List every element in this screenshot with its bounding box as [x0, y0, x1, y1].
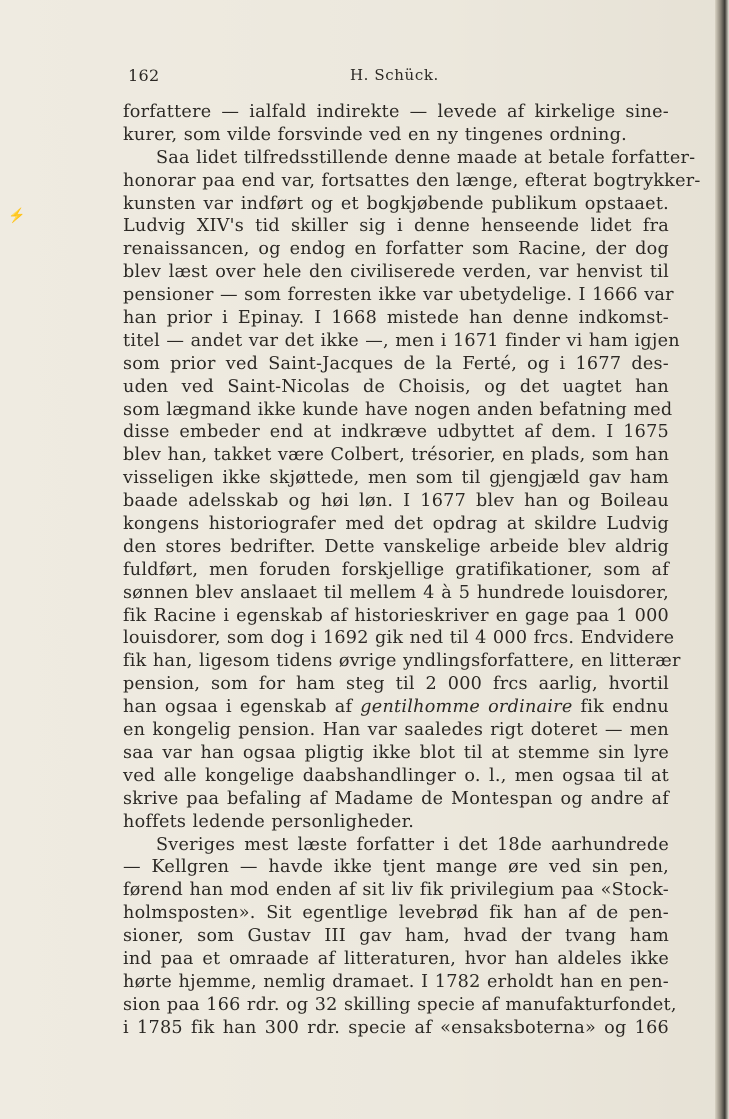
text-line: hoffets ledende personligheder. — [123, 811, 415, 832]
text-line: hørte hjemme, nemlig dramaet. I 1782 erholdt han en pen- — [123, 971, 669, 992]
margin-mark: ⚡ — [8, 208, 26, 224]
running-head: H. Schück. — [350, 66, 439, 84]
text-line: visseligen ikke skjøttede, men som til gjengjæld gav ham — [123, 468, 669, 489]
text-line: blev han, takket være Colbert, trésorier, en plads, som han — [123, 445, 670, 466]
page-header — [128, 66, 668, 86]
text-line: honorar paa end var, fortsattes den længe, efterat bogtrykker- — [123, 170, 701, 191]
text-line: baade adelsskab og høi løn. I 1677 blev han og Boileau — [123, 491, 669, 512]
text-line: han prior i Epinay. I 1668 mistede han denne indkomst- — [123, 308, 669, 329]
text-line: sioner, som Gustav III gav ham, hvad der tvang ham — [123, 926, 669, 947]
text-line: disse embeder end at indkræve udbyttet af dem. I 1675 — [123, 422, 669, 443]
page-number: 162 — [128, 66, 160, 85]
text-line: kongens historiografer med det opdrag at skildre Ludvig — [123, 514, 669, 535]
text-line: sion paa 166 rdr. og 32 skilling specie af manufakturfondet, — [123, 994, 677, 1015]
text-line: pensioner — som forresten ikke var ubetydelige. I 1666 var — [123, 285, 674, 306]
text-line: saa var han ogsaa pligtig ikke blot til at stemme sin lyre — [123, 742, 669, 763]
text-line: en kongelig pension. Han var saaledes rigt doteret — men — [123, 720, 669, 741]
text-line: førend han mod enden af sit liv fik privilegium paa «Stock- — [123, 880, 669, 901]
text-line: ved alle kongelige daabshandlinger o. l., men ogsaa til at — [123, 765, 669, 786]
text-line: ind paa et omraade af litteraturen, hvor han aldeles ikke — [123, 948, 669, 969]
text-line: den stores bedrifter. Dette vanskelige arbeide blev aldrig — [123, 536, 669, 557]
text-line: titel — andet var det ikke —, men i 1671 finder vi ham igjen — [123, 330, 680, 351]
text-line: fik Racine i egenskab af historieskriver en gage paa 1 000 — [123, 605, 669, 626]
text-line: forfattere — ialfald indirekte — levede af kirkelige sine- — [123, 102, 669, 122]
text-line: blev læst over hele den civiliserede verden, var henvist til — [123, 262, 669, 283]
text-line: Sveriges mest læste forfatter i det 18de aarhundrede — [156, 834, 669, 855]
page-binding-edge — [715, 0, 729, 1119]
text-line: uden ved Saint-Nicolas de Choisis, og det uagtet han — [123, 376, 669, 397]
text-line: som lægmand ikke kunde have nogen anden befatning med — [123, 399, 673, 420]
text-line: i 1785 fik han 300 rdr. specie af «ensaksboterna» og 166 — [123, 1017, 669, 1038]
text-line: — Kellgren — havde ikke tjent mange øre ved sin pen, — [123, 857, 669, 878]
text-line: skrive paa befaling af Madame de Montespan og andre af — [123, 788, 669, 809]
text-line: kurer, som vilde forsvinde ved en ny tingenes ordning. — [123, 124, 627, 145]
text-line: som prior ved Saint-Jacques de la Ferté, og i 1677 des- — [123, 353, 669, 374]
text-line: pension, som for ham steg til 2 000 frcs aarlig, hvortil — [123, 674, 669, 695]
text-line-italic: han ogsaa i egenskab af gentilhomme ordinaire fik endnu — [123, 697, 669, 718]
text-line: holmsposten». Sit egentlige levebrød fik han af de pen- — [123, 903, 669, 924]
text-line: renaissancen, og endog en forfatter som Racine, der dog — [123, 239, 669, 260]
body-text — [123, 101, 701, 1040]
text-line: sønnen blev anslaaet til mellem 4 à 5 hundrede louisdorer, — [123, 582, 669, 603]
text-line: fuldført, men foruden forskjellige gratifikationer, som af — [123, 559, 669, 580]
text-line: Ludvig XIV's tid skiller sig i denne henseende lidet fra — [123, 216, 669, 237]
text-line: louisdorer, som dog i 1692 gik ned til 4 000 frcs. Endvidere — [123, 628, 675, 649]
text-line: fik han, ligesom tidens øvrige yndlingsforfattere, en litterær — [123, 651, 681, 672]
text-line: Saa lidet tilfredsstillende denne maade at betale forfatter- — [156, 147, 696, 168]
text-line: kunsten var indført og et bogkjøbende publikum opstaaet. — [123, 193, 669, 214]
